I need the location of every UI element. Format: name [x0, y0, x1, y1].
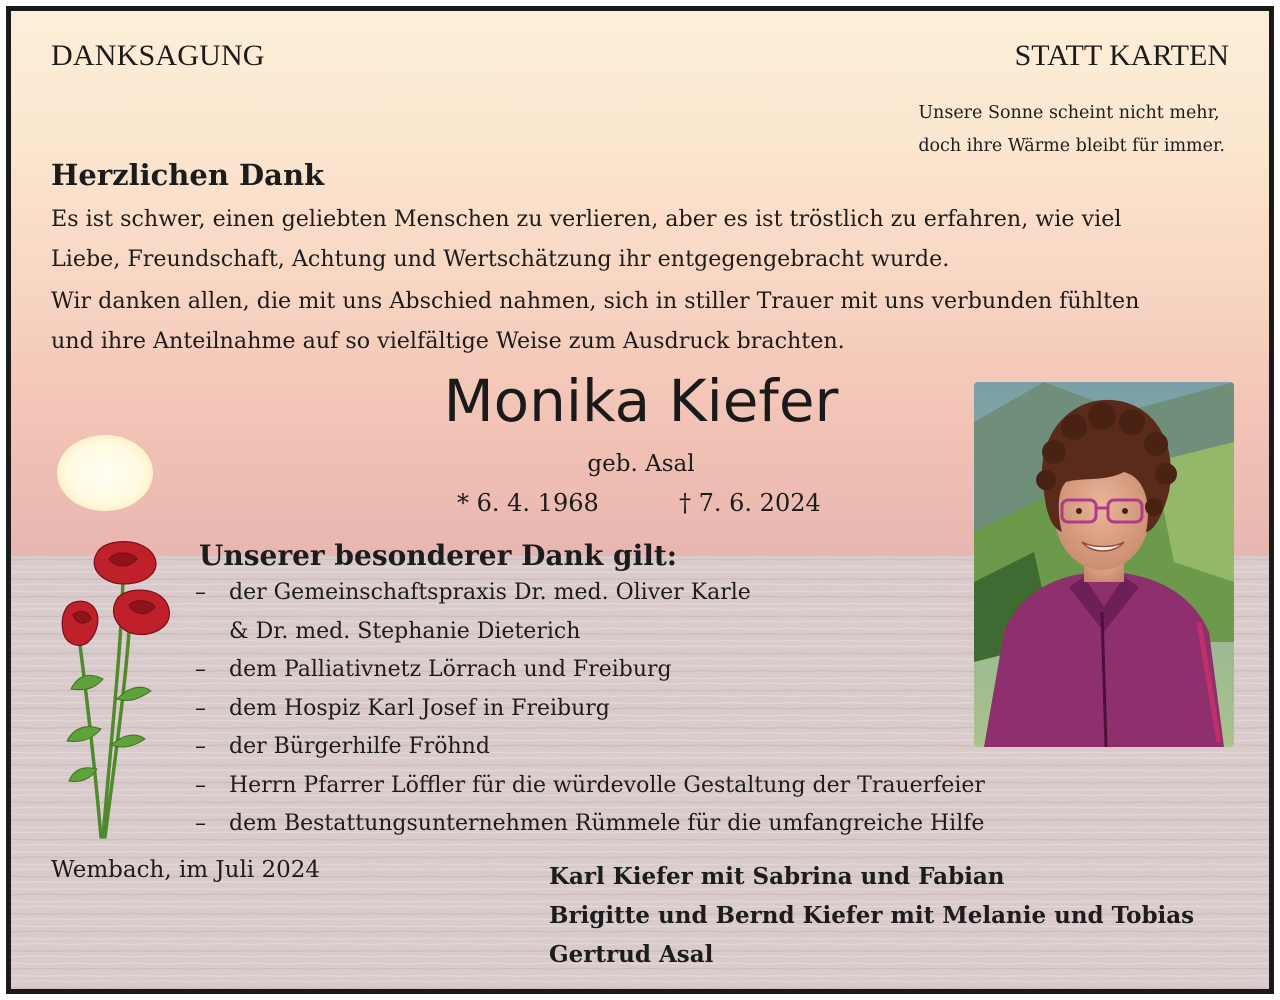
- portrait-photo: [974, 382, 1234, 747]
- list-dash: –: [195, 772, 206, 798]
- list-dash: –: [195, 734, 206, 759]
- header-statt-karten: STATT KARTEN: [1014, 39, 1229, 72]
- list-dash: –: [195, 695, 206, 721]
- list-item-text: dem Bestattungsunternehmen Rümmele für die umfangreiche Hilfe: [229, 811, 985, 836]
- motto-text: [918, 97, 1225, 163]
- intro-paragraph-1: [51, 199, 1121, 279]
- family-line: Gertrud Asal: [549, 941, 714, 968]
- maiden-name: geb. Asal: [587, 451, 695, 477]
- obituary-card: [6, 6, 1274, 994]
- list-item: [195, 690, 985, 729]
- family-line: Brigitte und Bernd Kiefer mit Melanie und Tobias: [549, 902, 1195, 929]
- sea-wave-line: [11, 851, 1269, 852]
- family-line: Karl Kiefer mit Sabrina und Fabian: [549, 863, 1005, 890]
- place-and-date: Wembach, im Juli 2024: [51, 857, 321, 883]
- list-item: [195, 728, 985, 767]
- thanks-list: [195, 574, 985, 844]
- list-item: [195, 767, 985, 806]
- rose-head: [62, 542, 169, 646]
- death-date: † 7. 6. 2024: [679, 489, 821, 517]
- motto-line: doch ihre Wärme bleibt für immer.: [918, 136, 1225, 156]
- deceased-name: Monika Kiefer: [443, 367, 839, 435]
- thanks-title: Unserer besonderer Dank gilt:: [199, 539, 678, 572]
- list-item: [195, 651, 985, 690]
- sea-wave-line: [11, 844, 1269, 845]
- paragraph-line: Es ist schwer, einen geliebten Menschen zu verlieren, aber es ist tröstlich zu erfahren, wie viel: [51, 206, 1122, 232]
- list-dash: –: [195, 580, 206, 605]
- family-signatures: [549, 857, 1194, 974]
- sea-wave-line: [11, 975, 1269, 976]
- intro-paragraph-2: [51, 281, 1139, 361]
- list-item-text: der Bürgerhilfe Fröhnd: [229, 734, 490, 759]
- sun-image: [57, 435, 153, 511]
- list-item: [195, 805, 985, 844]
- list-item-text: & Dr. med. Stephanie Dieterich: [229, 618, 581, 644]
- list-item-text: der Gemeinschaftspraxis Dr. med. Oliver Karle: [229, 580, 751, 605]
- list-item: [195, 613, 985, 652]
- list-dash: –: [195, 657, 206, 682]
- list-dash: –: [195, 811, 206, 836]
- paragraph-line: und ihre Anteilnahme auf so vielfältige Weise zum Ausdruck brachten.: [51, 328, 845, 354]
- list-item-text: Herrn Pfarrer Löffler für die würdevolle Gestaltung der Trauerfeier: [229, 772, 985, 798]
- sea-wave-line: [11, 981, 1269, 982]
- list-item-text: dem Hospiz Karl Josef in Freiburg: [229, 695, 610, 721]
- rose-bouquet-image: [51, 539, 181, 843]
- paragraph-line: Liebe, Freundschaft, Achtung und Wertschätzung ihr entgegengebracht wurde.: [51, 246, 950, 272]
- sea-wave-line: [11, 988, 1269, 989]
- list-item: [195, 574, 985, 613]
- paragraph-line: Wir danken allen, die mit uns Abschied nahmen, sich in stiller Trauer mit uns verbunden fühlten: [51, 288, 1140, 314]
- header-danksagung: DANKSAGUNG: [51, 39, 265, 72]
- motto-line: Unsere Sonne scheint nicht mehr,: [918, 103, 1220, 123]
- list-item-text: dem Palliativnetz Lörrach und Freiburg: [229, 657, 672, 682]
- intro-title: Herzlichen Dank: [51, 158, 325, 192]
- birth-date: * 6. 4. 1968: [457, 489, 599, 517]
